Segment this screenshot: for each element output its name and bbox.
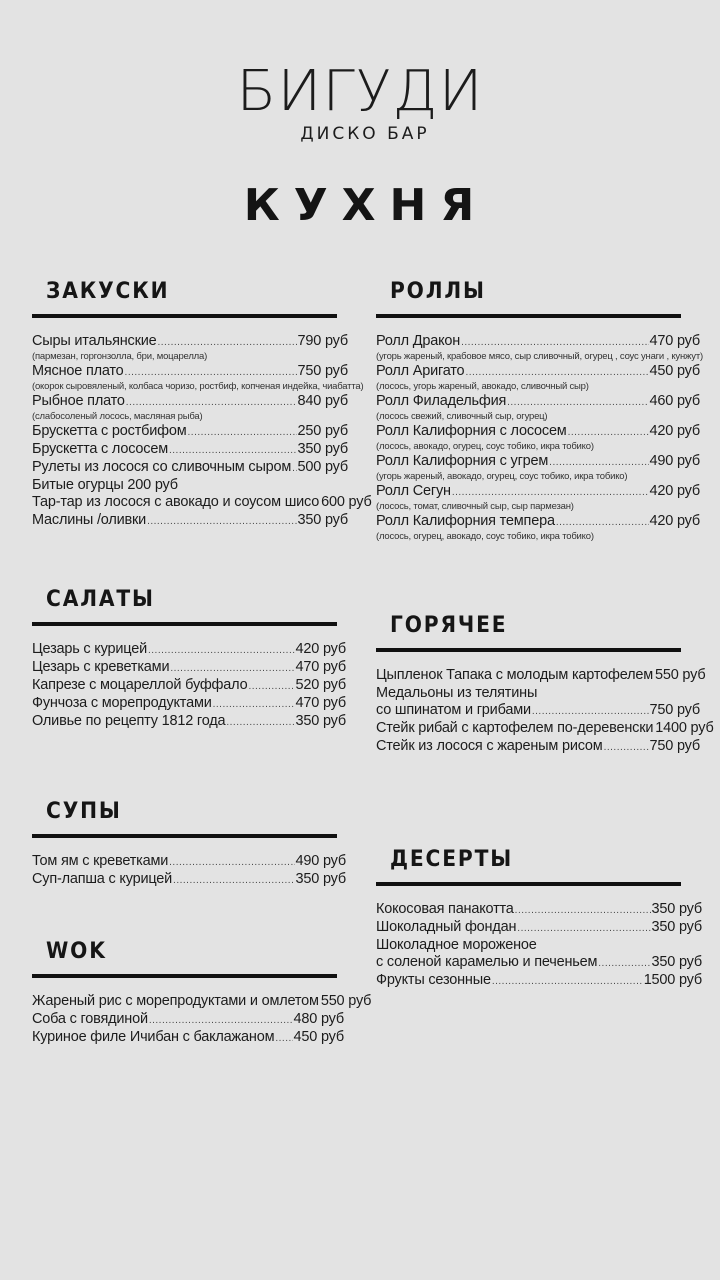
menu-item [376, 738, 700, 756]
dot-leader [125, 364, 297, 381]
menu-item [32, 477, 348, 494]
menu-item-price: 350 руб [651, 954, 702, 970]
menu-item-description: (слабосоленый лосось, масляная рыба) [32, 411, 203, 422]
section-salaty [32, 586, 346, 731]
menu-item-name: Ролл Калифорния с угрем [376, 453, 549, 469]
menu-item-name: Цыпленок Тапака с молодым картофелем [376, 667, 653, 683]
menu-item-name: Тар-тар из лосося с авокадо и соусом шисо [32, 494, 320, 510]
menu-item-price: 750 руб [649, 738, 700, 754]
menu-item-name: Рулеты из лосося со сливочным сыром [32, 459, 292, 475]
menu-item-name: Капрезе с моцареллой буффало [32, 677, 248, 693]
menu-item-name: Битые огурцы 200 руб [32, 477, 178, 493]
menu-item [376, 513, 700, 531]
menu-item-price: 420 руб [649, 513, 700, 529]
menu-item [32, 853, 346, 871]
menu-item-description: (лосось, томат, сливочный сыр, сыр пармезан) [376, 501, 574, 512]
menu-item-name: Брускетта с ростбифом [32, 423, 187, 439]
menu-item-description: (лосось, огурец, авокадо, соус тобико, икра тобико) [376, 531, 594, 542]
menu-item [32, 695, 346, 713]
menu-item [32, 659, 346, 677]
dot-leader [549, 454, 648, 471]
section-divider [376, 314, 681, 318]
section-divider [32, 834, 337, 838]
dot-leader [275, 1030, 292, 1047]
section-title: ДЕСЕРТЫ [390, 847, 514, 872]
section-title: СУПЫ [46, 799, 122, 824]
menu-item [376, 901, 702, 919]
menu-item-description: (окорок сыровяленый, колбаса чоризо, ростбиф, копченая индейка, чиабатта) [32, 381, 364, 392]
logo [0, 60, 720, 144]
menu-item [32, 713, 346, 731]
page-title: КУХНЯ [243, 180, 489, 231]
section-divider [376, 882, 681, 886]
menu-item [32, 1029, 344, 1047]
section-supy [32, 798, 346, 889]
menu-item [32, 494, 372, 512]
dot-leader [568, 424, 649, 441]
menu-item [376, 393, 700, 411]
menu-item-name: Фунчоза с морепродуктами [32, 695, 212, 711]
section-title: WOK [46, 939, 107, 964]
menu-item [32, 459, 348, 477]
dot-leader [213, 696, 295, 713]
dot-leader [452, 484, 649, 501]
dot-leader [492, 973, 643, 990]
menu-item [376, 954, 702, 972]
menu-item-price: 470 руб [295, 659, 346, 675]
brand-subtitle: ДИСКО БАР [300, 124, 430, 144]
menu-item-price: 350 руб [297, 512, 348, 528]
menu-item-name: Мясное плато [32, 363, 124, 379]
menu-item-name: Суп-лапша с курицей [32, 871, 173, 887]
dot-leader [604, 739, 649, 756]
section-divider [32, 622, 337, 626]
section-title: РОЛЛЫ [390, 279, 486, 304]
menu-item-name: со шпинатом и грибами [376, 702, 531, 718]
menu-item-name: Кокосовая панакотта [376, 901, 514, 917]
menu-item-name: Ролл Дракон [376, 333, 461, 349]
menu-item-price: 600 руб [321, 494, 372, 510]
menu-item-name: Стейк рибай с картофелем по-деревенски [376, 720, 654, 736]
menu-item [32, 993, 372, 1011]
dot-leader [149, 1012, 293, 1029]
dot-leader [598, 955, 650, 972]
dot-leader [169, 854, 294, 871]
menu-item [32, 677, 346, 695]
menu-item-name: Ролл Филадельфия [376, 393, 507, 409]
menu-item-price: 350 руб [651, 901, 702, 917]
menu-item [376, 720, 714, 738]
menu-item-name: Шоколадный фондан [376, 919, 517, 935]
section-divider [32, 314, 337, 318]
menu-item-name: Оливье по рецепту 1812 года [32, 713, 226, 729]
section-divider [32, 974, 337, 978]
menu-item-price: 550 руб [320, 993, 372, 1009]
menu-item-name: Ролл Калифорния темпера [376, 513, 555, 529]
menu-item-name: Стейк из лосося с жареным рисом [376, 738, 603, 754]
menu-item-description: (лосось, угорь жареный, авокадо, сливочный сыр) [376, 381, 589, 392]
dot-leader [532, 703, 649, 720]
menu-item-price: 420 руб [649, 423, 700, 439]
menu-item-name: Цезарь с курицей [32, 641, 147, 657]
menu-item-price: 450 руб [649, 363, 700, 379]
dot-leader [157, 334, 296, 351]
dot-leader [170, 660, 294, 677]
menu-item [376, 453, 700, 471]
menu-item-name: Ролл Аригато [376, 363, 465, 379]
menu-item-description: (пармезан, горгонзолла, бри, моцарелла) [32, 351, 208, 362]
menu-item-price: 420 руб [649, 483, 700, 499]
menu-item [376, 919, 702, 937]
dot-leader [188, 424, 297, 441]
menu-item-name: Маслины /оливки [32, 512, 147, 528]
menu-item-name: Жареный рис с морепродуктами и омлетом [32, 993, 319, 1009]
dot-leader [556, 514, 649, 531]
menu-item [32, 512, 348, 530]
menu-item-name: Брускетта с лососем [32, 441, 168, 457]
menu-item-price: 350 руб [297, 441, 348, 457]
menu-item-name: Рыбное плато [32, 393, 125, 409]
brand-name: БИГУДИ [236, 59, 484, 124]
dot-leader [515, 902, 651, 919]
menu-item-price: 420 руб [295, 641, 346, 657]
dot-leader [461, 334, 648, 351]
menu-item [32, 393, 348, 411]
menu-item-price: 520 руб [295, 677, 346, 693]
menu-item-price: 490 руб [649, 453, 700, 469]
menu-item-price: 450 руб [293, 1029, 344, 1045]
dot-leader [507, 394, 648, 411]
menu-item-description: (лосось, авокадо, огурец, соус тобико, икра тобико) [376, 441, 594, 452]
menu-item [376, 667, 706, 685]
menu-item-price: 350 руб [295, 871, 346, 887]
menu-item-name: Ролл Сегун [376, 483, 451, 499]
menu-item-price: 1500 руб [643, 972, 702, 988]
menu-item-name: Сыры итальянские [32, 333, 157, 349]
dot-leader [517, 920, 650, 937]
menu-item-price: 1400 руб [655, 720, 714, 736]
menu-item-price: 500 руб [297, 459, 348, 475]
menu-item [376, 483, 700, 501]
menu-item [32, 441, 348, 459]
menu-item [32, 1011, 344, 1029]
menu-item [32, 423, 348, 441]
dot-leader [173, 872, 295, 889]
section-goryachee [376, 612, 714, 756]
menu-item-name: Том ям с креветками [32, 853, 169, 869]
menu-item-name: Ролл Калифорния с лососем [376, 423, 567, 439]
dot-leader [147, 513, 296, 530]
menu-item-description: (угорь жареный, крабовое мясо, сыр сливочный, огурец , соус унаги , кунжут) [376, 351, 703, 362]
menu-item [376, 972, 702, 990]
menu-item [32, 641, 346, 659]
menu-item-description: (лосось свежий, сливочный сыр, огурец) [376, 411, 548, 422]
menu-item-name: Шоколадное мороженое [376, 937, 537, 953]
section-wok [32, 938, 372, 1047]
menu-item [32, 333, 348, 351]
dot-leader [226, 714, 294, 731]
menu-item-name: с соленой карамелью и печеньем [376, 954, 598, 970]
menu-item-name: Соба с говядиной [32, 1011, 148, 1027]
menu-item [32, 871, 346, 889]
section-rolly [376, 278, 703, 543]
menu-item-name: Цезарь с креветками [32, 659, 170, 675]
menu-item-price: 470 руб [649, 333, 700, 349]
menu-item [376, 363, 700, 381]
menu-item-price: 550 руб [654, 667, 706, 683]
menu-item [376, 937, 702, 954]
section-zakuski [32, 278, 372, 530]
menu-item-name: Куриное филе Ичибан с баклажаном [32, 1029, 275, 1045]
dot-leader [465, 364, 648, 381]
menu-item-name: Медальоны из телятины [376, 685, 538, 701]
menu-item-price: 250 руб [297, 423, 348, 439]
menu-item-description: (угорь жареный, авокадо, огурец, соус тобико, икра тобико) [376, 471, 628, 482]
dot-leader [248, 678, 294, 695]
menu-item-price: 790 руб [297, 333, 348, 349]
section-title: САЛАТЫ [46, 587, 155, 612]
menu-item [376, 423, 700, 441]
menu-item-price: 750 руб [649, 702, 700, 718]
menu-item-price: 840 руб [297, 393, 348, 409]
dot-leader [148, 642, 295, 659]
menu-item-price: 350 руб [651, 919, 702, 935]
menu-item-price: 490 руб [295, 853, 346, 869]
menu-item [376, 333, 700, 351]
menu-item-price: 750 руб [297, 363, 348, 379]
menu-item [32, 363, 348, 381]
menu-item-name: Фрукты сезонные [376, 972, 491, 988]
menu-item [376, 702, 700, 720]
dot-leader [169, 442, 297, 459]
dot-leader [126, 394, 297, 411]
menu-item-price: 470 руб [295, 695, 346, 711]
menu-item [376, 685, 700, 702]
dot-leader [292, 460, 296, 477]
section-divider [376, 648, 681, 652]
section-title: ЗАКУСКИ [46, 279, 170, 304]
menu-item-price: 460 руб [649, 393, 700, 409]
section-title: ГОРЯЧЕЕ [390, 613, 508, 638]
menu-item-price: 350 руб [295, 713, 346, 729]
menu-item-price: 480 руб [293, 1011, 344, 1027]
section-deserty [376, 846, 702, 990]
